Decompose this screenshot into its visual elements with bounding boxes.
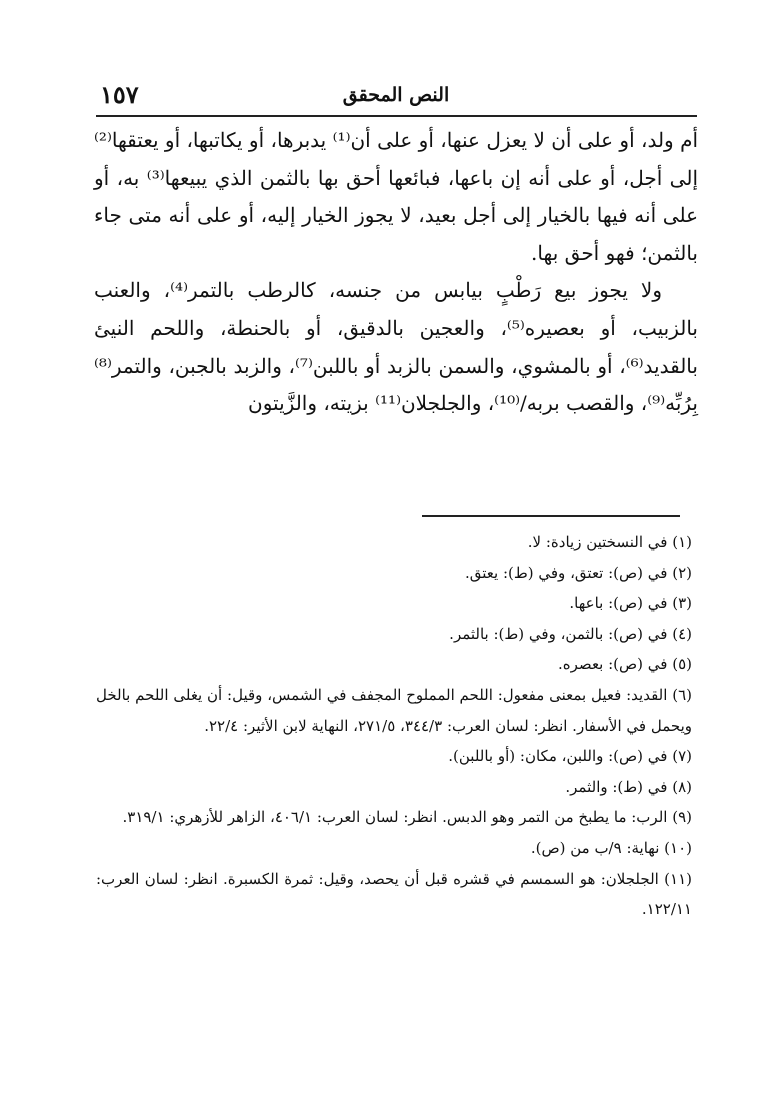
main-text [94, 122, 698, 423]
footnote-7: (٧) في (ص): واللبن، مكان: (أو باللبن). [448, 747, 692, 766]
paragraph-1: أم ولد، أو على أن لا يعزل عنها، أو على أن⁽¹⁾ يدبرها، أو يكاتبها، أو يعتقها⁽²⁾ إلى أجل، أو على أنه إن باعها، فبائعها أحق بها بالثمن الذي يبيعها⁽³⁾ به، أو على أنه فيها بالخيار إلى أجل بعيد، لا يجوز الخيار إليه، أو على أنه متى جاء بالثمن؛ فهو أحق بها. [94, 128, 699, 265]
footnote-1: (١) في النسختين زيادة: لا. [527, 533, 692, 551]
footnote-11: (١١) الجلجلان: هو السمسم في قشره قبل أن يحصد، وقيل: ثمرة الكسبرة. انظر: لسان العرب: ١٢٢/١١. [96, 869, 692, 919]
header-rule [96, 115, 697, 117]
footnote-separator [422, 515, 680, 517]
footnote-6: (٦) القديد: فعيل بمعنى مفعول: اللحم المملوح المجفف في الشمس، وقيل: أن يغلى اللحم بالخل ويحمل في الأسفار. انظر: لسان العرب: ٣٤٤/٣، ٢٧١/٥، النهاية لابن الأثير: ٢٢/٤. [96, 685, 692, 735]
footnote-3: (٣) في (ص): باعها. [569, 594, 692, 613]
running-header [96, 78, 696, 114]
footnote-5: (٥) في (ص): بعصره. [558, 655, 692, 674]
page-number: ١٥٧ [100, 80, 139, 109]
header-title: النص المحقق [342, 84, 450, 106]
footnote-10: (١٠) نهاية: ٩/ب من (ص). [530, 838, 692, 857]
footnotes [96, 527, 692, 925]
footnote-4: (٤) في (ص): بالثمن، وفي (ط): بالثمر. [449, 624, 692, 643]
paragraph-2: ولا يجوز بيع رَطْبٍ بيابس من جنسه، كالرطب بالتمر⁽⁴⁾، والعنب بالزبيب، أو بعصيره⁽⁵⁾، والعجين بالدقيق، أو بالحنطة، واللحم النيئ بالقديد⁽⁶⁾، أو بالمشوي، والسمن بالزبد أو باللبن⁽⁷⁾، والزبد بالجبن، والتمر⁽⁸⁾ بِرُبِّه⁽⁹⁾، والقصب بربه/⁽¹⁰⁾، والجلجلان⁽¹¹⁾ بزيته، والزَّيتون [94, 278, 698, 416]
footnote-2: (٢) في (ص): تعتق، وفي (ط): يعتق. [465, 563, 692, 582]
footnote-9: (٩) الرب: ما يطبخ من التمر وهو الدبس. انظر: لسان العرب: ٤٠٦/١، الزاهر للأزهري: ٣١٩/١. [122, 808, 692, 827]
footnote-8: (٨) في (ط): والثمر. [565, 777, 692, 796]
